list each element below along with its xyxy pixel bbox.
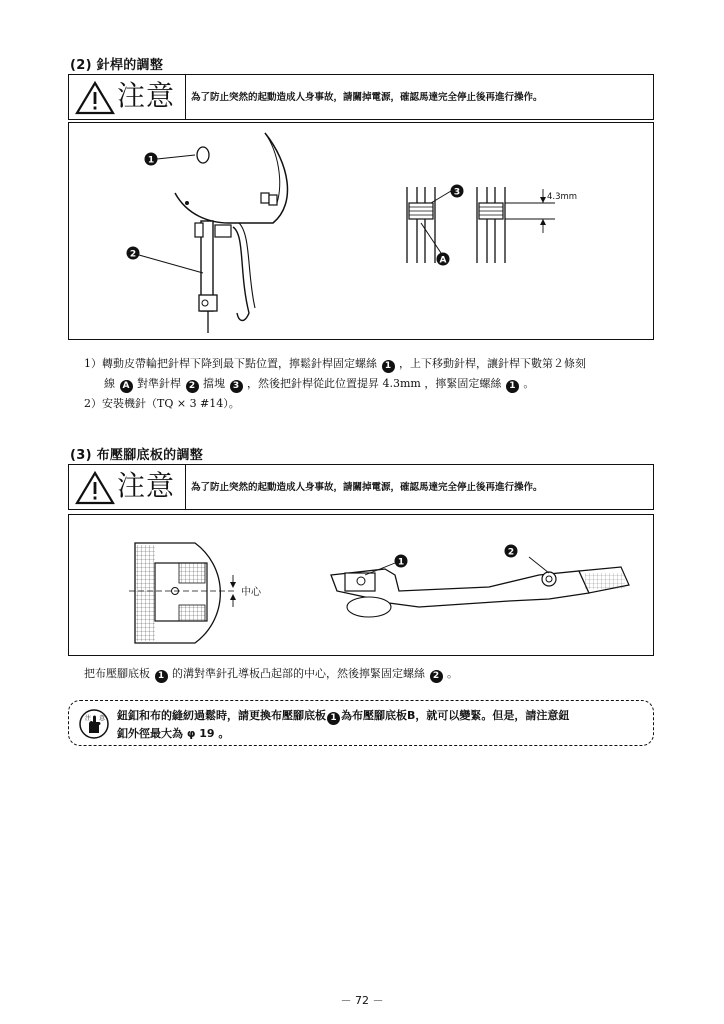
svg-text:1: 1 <box>397 557 405 568</box>
note-text-b: 為布壓腳底板B，就可以變緊。但是，請注意鈕 <box>341 709 570 722</box>
callout-1-fig1 <box>145 153 158 166</box>
callout-2-fig1 <box>127 247 140 260</box>
svg-text:3: 3 <box>453 187 461 198</box>
section-3-title: (3) 布壓腳底板的調整 <box>70 448 204 463</box>
callout-a-fig1 <box>437 253 450 266</box>
ref-marker: 1 <box>327 712 340 725</box>
step-1-text-f: ，然後把針桿從此位置提昇 4.3mm ，擰緊固定螺絲 <box>247 377 502 390</box>
body-text-b: 的溝對準針孔導板凸起部的中心，然後擰緊固定螺絲 <box>172 667 425 680</box>
callout-1-fig2 <box>395 555 408 568</box>
step-1-text-d: 對準針桿 <box>137 377 181 390</box>
svg-text:注: 注 <box>85 715 92 722</box>
svg-text:1: 1 <box>147 155 155 166</box>
ref-marker: 2 <box>186 380 199 393</box>
caution-label-area <box>69 465 186 509</box>
step-1-text-g: 。 <box>523 377 535 390</box>
ref-marker: A <box>120 380 133 393</box>
step-1-text-e: 擋塊 <box>203 377 225 390</box>
step-1-line-1 <box>84 354 586 374</box>
step-1-line-2 <box>104 374 534 394</box>
body-text-a: 把布壓腳底板 <box>84 667 150 680</box>
caution-hand-icon <box>79 709 109 739</box>
note-line-2: 釦外徑最大為 φ 19 。 <box>117 727 230 740</box>
warning-triangle-icon <box>75 471 115 505</box>
callout-2-fig2 <box>505 545 518 558</box>
svg-text:A: A <box>439 255 447 266</box>
ref-marker: 1 <box>506 380 519 393</box>
note-line-1 <box>117 707 569 725</box>
body-text-c: 。 <box>447 667 458 680</box>
caution-text: 為了防止突然的起動造成人身事故，請關掉電源，確認馬達完全停止後再進行操作。 <box>191 92 543 103</box>
ref-marker: 1 <box>155 670 168 683</box>
ref-marker: 3 <box>230 380 243 393</box>
svg-text:意: 意 <box>99 715 106 722</box>
svg-text:2: 2 <box>129 249 137 260</box>
caution-word: 注意 <box>117 79 176 112</box>
caution-box-1 <box>68 74 654 120</box>
note-box <box>68 700 654 746</box>
note-text <box>117 707 569 743</box>
presser-plate-figure <box>68 514 654 656</box>
dimension-label: 4.3mm <box>547 192 578 202</box>
page-number: － 72 － <box>340 994 384 1007</box>
caution-word: 注意 <box>117 469 176 502</box>
caution-text: 為了防止突然的起動造成人身事故，請關掉電源，確認馬達完全停止後再進行操作。 <box>191 482 543 493</box>
step-1-text-c: 線 <box>104 377 115 390</box>
step-1-text-b: ，上下移動針桿，讓針桿下數第２條刻 <box>399 357 586 370</box>
section-3-body <box>84 664 458 684</box>
needle-bar-illustration <box>69 123 653 339</box>
section-2-title: (2) 針桿的調整 <box>70 58 164 73</box>
ref-marker: 2 <box>430 670 443 683</box>
callout-3-fig1 <box>451 185 464 198</box>
presser-plate-illustration <box>69 515 653 655</box>
ref-marker: 1 <box>382 360 395 373</box>
warning-triangle-icon <box>75 81 115 115</box>
note-text-a: 鈕釦和布的縫紉過鬆時，請更換布壓腳底板 <box>117 709 326 722</box>
caution-label-area <box>69 75 186 119</box>
needle-bar-figure <box>68 122 654 340</box>
step-1-text-a: 1）轉動皮帶輪把針桿下降到最下點位置，擰鬆針桿固定螺絲 <box>84 357 377 370</box>
caution-box-2 <box>68 464 654 510</box>
center-label: 中心 <box>241 587 261 598</box>
svg-text:2: 2 <box>507 547 515 558</box>
step-2: 2）安裝機針（TQ × 3 #14）。 <box>84 397 240 410</box>
